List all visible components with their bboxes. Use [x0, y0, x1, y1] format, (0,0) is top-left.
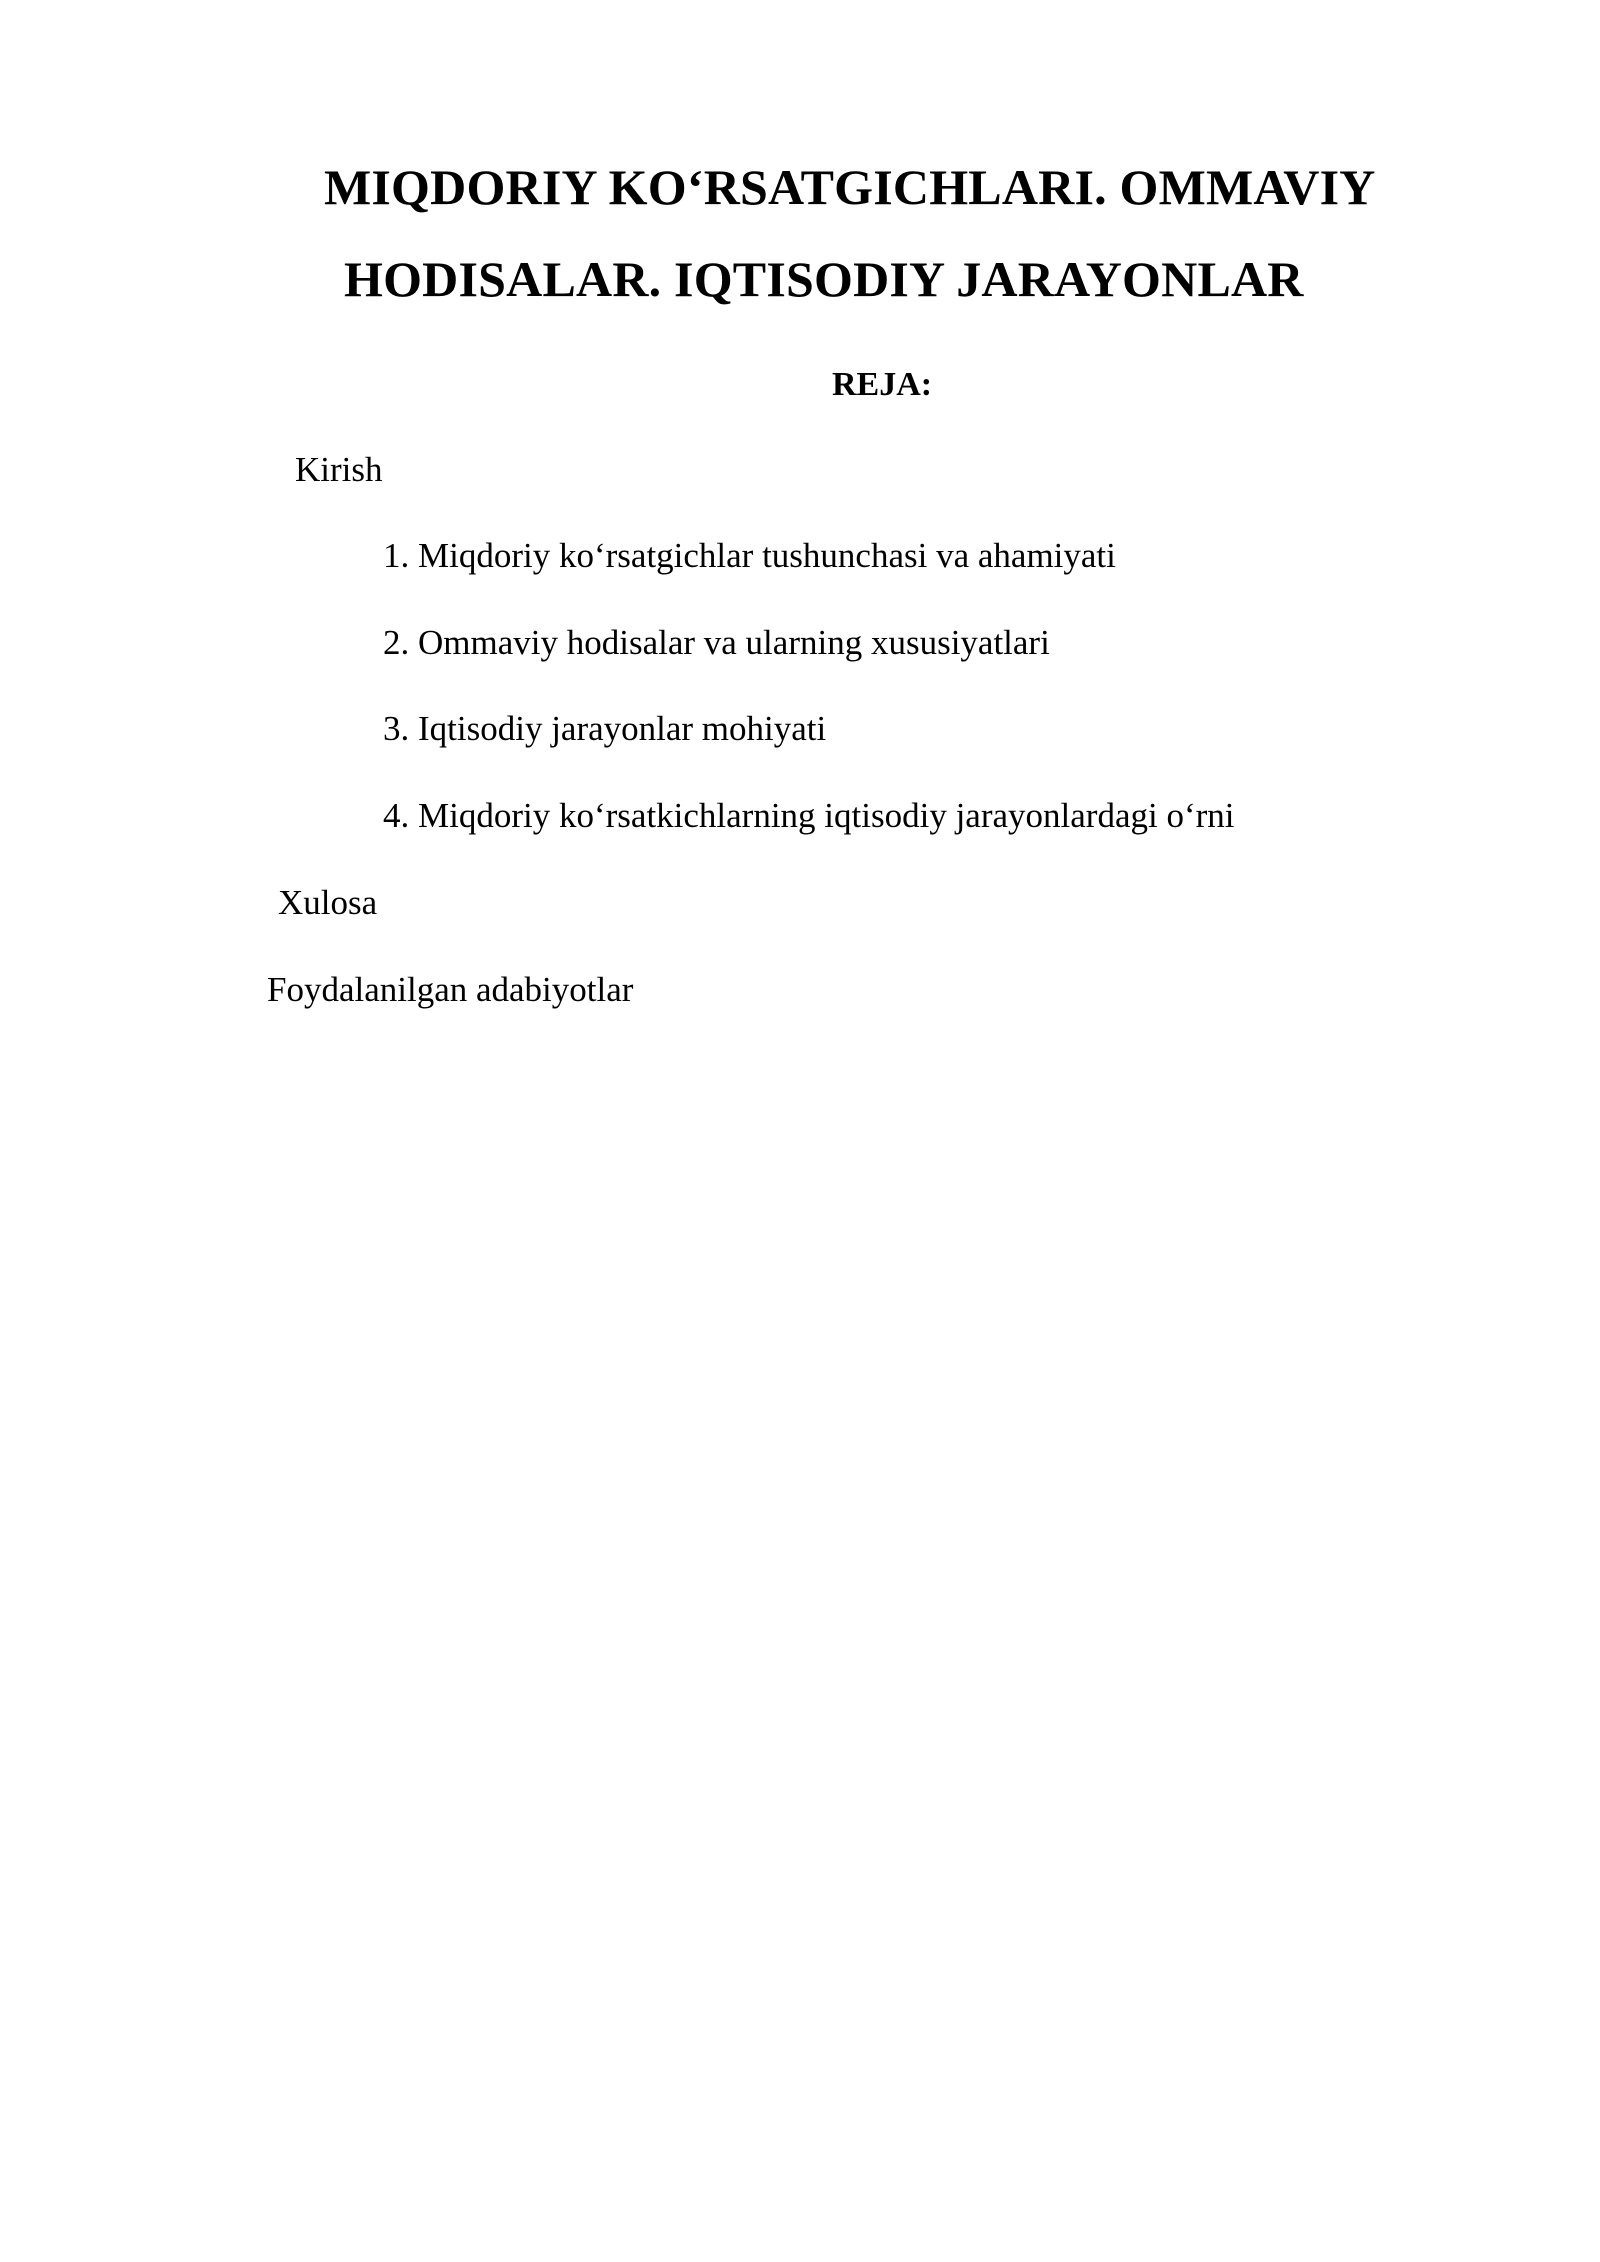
document-title-line-2: HODISALAR. IQTISODIY JARAYONLAR — [344, 251, 1304, 307]
plan-item-1: 1. Miqdoriy ko‘rsatgichlar tushunchasi va ahamiyati — [383, 536, 1116, 575]
plan-heading: REJA: — [832, 366, 933, 403]
plan-item-4: 4. Miqdoriy ko‘rsatkichlarning iqtisodiy jarayonlardagi o‘rni — [383, 796, 1235, 835]
plan-item-3: 3. Iqtisodiy jarayonlar mohiyati — [383, 709, 827, 748]
plan-item-2: 2. Ommaviy hodisalar va ularning xususiyatlari — [383, 623, 1050, 662]
plan-intro: Kirish — [295, 450, 383, 489]
plan-conclusion: Xulosa — [278, 883, 378, 922]
document-title-line-1: MIQDORIY KO‘RSATGICHLARI. OMMAVIY — [324, 159, 1376, 215]
plan-references: Foydalanilgan adabiyotlar — [267, 970, 634, 1009]
